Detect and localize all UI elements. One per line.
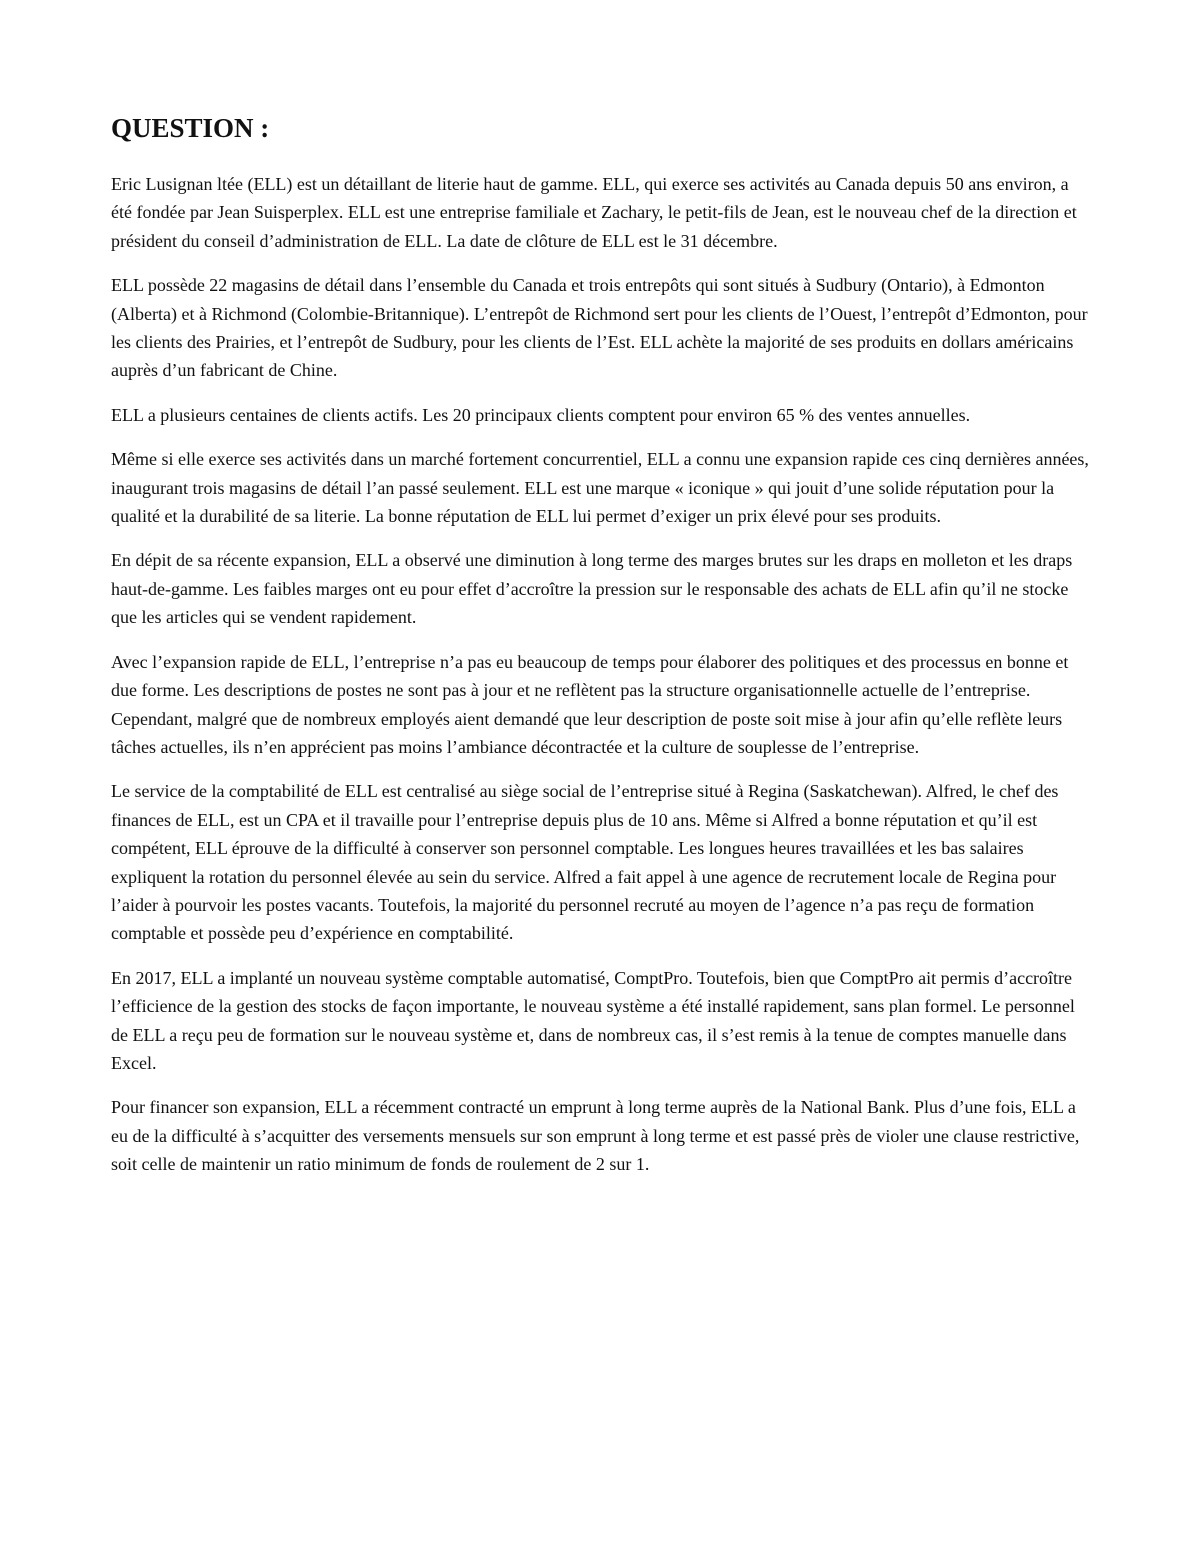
paragraph-expansion-reputation: Même si elle exerce ses activités dans un marché fortement concurrentiel, ELL a connu une expansion rapide ces cinq dernières années, inaugurant trois magasins de détail l’an passé seulement. ELL est une marque « iconique » qui jouit d’une solide réputation pour la qualité et la durabilité de sa literie. La bonne réputation de ELL lui permet d’exiger un prix élevé pour ses produits. <box>111 449 1089 527</box>
paragraph-financing: Pour financer son expansion, ELL a récemment contracté un emprunt à long terme auprès de la National Bank. Plus d’une fois, ELL a eu de la difficulté à s’acquitter des versements mensuels sur son emprunt à long terme et est passé près de violer une clause restrictive, soit celle de maintenir un ratio minimum de fonds de roulement de 2 sur 1. <box>111 1097 1080 1175</box>
paragraph-gross-margins: En dépit de sa récente expansion, ELL a observé une diminution à long terme des marges brutes sur les draps en molleton et les draps haut-de-gamme. Les faibles marges ont eu pour effet d’accroître la pression sur le responsable des achats de ELL afin qu’il ne stocke que les articles qui se vendent rapidement. <box>111 550 1073 628</box>
paragraph-accounting-system: En 2017, ELL a implanté un nouveau système comptable automatisé, ComptPro. Toutefois, bien que ComptPro ait permis d’accroître l’efficience de la gestion des stocks de façon importante, le nouveau système a été installé rapidement, sans plan formel. Le personnel de ELL a reçu peu de formation sur le nouveau système et, dans de nombreux cas, il s’est remis à la tenue de comptes manuelle dans Excel. <box>111 967 1075 1073</box>
question-heading: QUESTION : <box>111 113 270 143</box>
paragraph-clients: ELL a plusieurs centaines de clients actifs. Les 20 principaux clients comptent pour environ 65 % des ventes annuelles. <box>111 404 971 425</box>
paragraph-policies-processes: Avec l’expansion rapide de ELL, l’entreprise n’a pas eu beaucoup de temps pour élaborer des politiques et des processus en bonne et due forme. Les descriptions de postes ne sont pas à jour et ne reflètent pas la structure organisationnelle actuelle de l’entreprise. Cependant, malgré que de nombreux employés aient demandé que leur description de poste soit mise à jour afin qu’elle reflète leurs tâches actuelles, ils n’en apprécient pas moins l’ambiance décontractée et la culture de souplesse de l’entreprise. <box>111 651 1069 757</box>
paragraph-accounting-department: Le service de la comptabilité de ELL est centralisé au siège social de l’entreprise situé à Regina (Saskatchewan). Alfred, le chef des finances de ELL, est un CPA et il travaille pour l’entreprise depuis plus de 10 ans. Même si Alfred a bonne réputation et qu’il est compétent, ELL éprouve de la difficulté à conserver son personnel comptable. Les longues heures travaillées et les bas salaires expliquent la rotation du personnel élevée au sein du service. Alfred a fait appel à une agence de recrutement locale de Regina pour l’aider à pourvoir les postes vacants. Toutefois, la majorité du personnel recruté au moyen de l’agence n’a pas reçu de formation comptable et possède peu d’expérience en comptabilité. <box>111 781 1059 944</box>
paragraph-company-overview: Eric Lusignan ltée (ELL) est un détaillant de literie haut de gamme. ELL, qui exerce ses activités au Canada depuis 50 ans environ, a été fondée par Jean Suisperplex. ELL est une entreprise familiale et Zachary, le petit-fils de Jean, est le nouveau chef de la direction et président du conseil d’administration de ELL. La date de clôture de ELL est le 31 décembre. <box>111 174 1077 251</box>
document-page <box>111 108 1089 1195</box>
paragraph-stores-warehouses: ELL possède 22 magasins de détail dans l’ensemble du Canada et trois entrepôts qui sont situés à Sudbury (Ontario), à Edmonton (Alberta) et à Richmond (Colombie-Britannique). L’entrepôt de Richmond sert pour les clients de l’Ouest, l’entrepôt d’Edmonton, pour les clients des Prairies, et l’entrepôt de Sudbury, pour les clients de l’Est. ELL achète la majorité de ses produits en dollars américains auprès d’un fabricant de Chine. <box>111 275 1088 381</box>
